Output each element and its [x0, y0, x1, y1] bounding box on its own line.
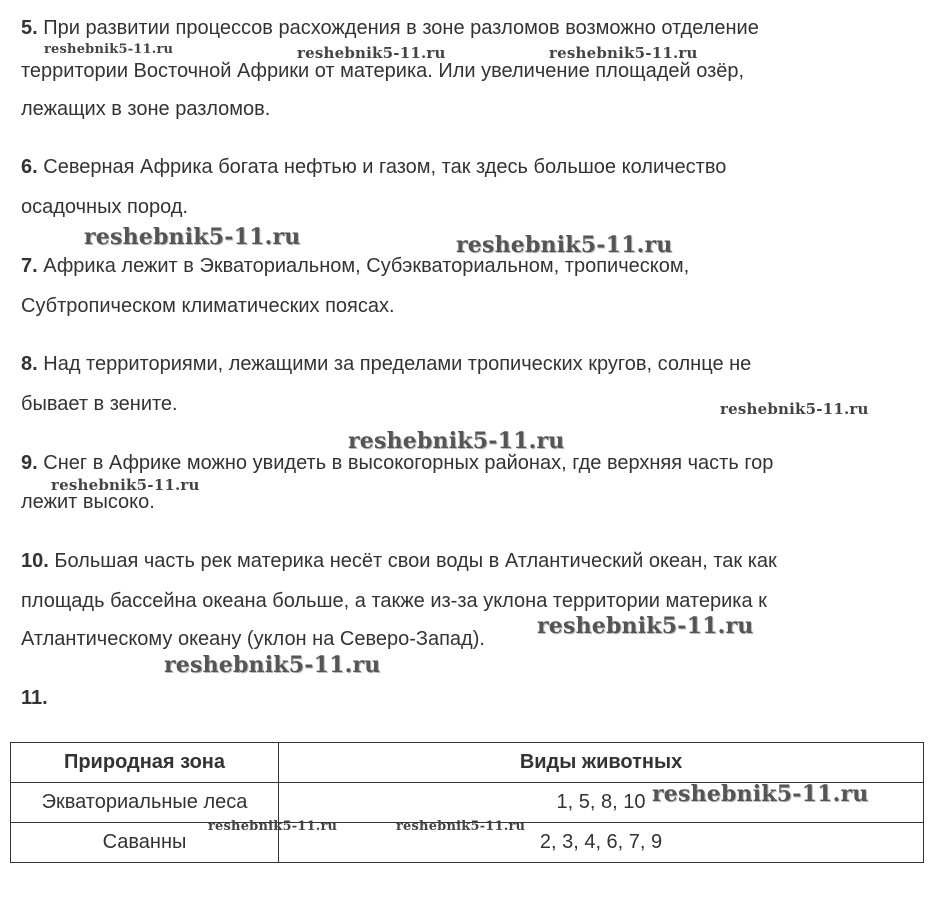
table-cell-zone: Экваториальные леса [11, 783, 279, 823]
item-9-number: 9. [21, 452, 38, 474]
item-7-line-2: Субтропическом климатических поясах. [21, 295, 395, 317]
table-header-row [11, 743, 924, 783]
item-6-line-2: осадочных пород. [21, 196, 188, 218]
watermark: reshebnik5-11.ru [44, 42, 174, 57]
table-header-zone: Природная зона [11, 743, 279, 783]
watermark: reshebnik5-11.ru [51, 476, 200, 494]
item-8-line-1: 8. Над территориями, лежащими за пределами тропических кругов, солнце не [21, 353, 752, 375]
item-8-line-2: бывает в зените. [21, 393, 178, 415]
table-cell-zone: Саванны [11, 823, 279, 863]
table-cell-animals: 2, 3, 4, 6, 7, 9 [279, 823, 924, 863]
watermark: reshebnik5-11.ru [208, 819, 338, 834]
item-10-line-3: Атлантическому океану (уклон на Северо-Запад). [21, 628, 485, 650]
watermark: reshebnik5-11.ru [396, 819, 526, 834]
watermark: reshebnik5-11.ru [652, 781, 869, 807]
item-9-line-2: лежит высоко. [21, 491, 155, 513]
item-5-line-3: лежащих в зоне разломов. [21, 98, 271, 120]
watermark: reshebnik5-11.ru [348, 428, 565, 454]
item-11-number: 11. [21, 687, 48, 709]
item-6-line-1: 6. Северная Африка богата нефтью и газом, так здесь большое количество [21, 156, 727, 178]
item-5-line-2: территории Восточной Африки от материка. Или увеличение площадей озёр, [21, 60, 745, 82]
item-8-number: 8. [21, 353, 38, 375]
item-5-number: 5. [21, 17, 38, 39]
item-7-number: 7. [21, 255, 38, 277]
table-header-animals: Виды животных [279, 743, 924, 783]
item-9-line-1: 9. Снег в Африке можно увидеть в высокогорных районах, где верхняя часть гор [21, 452, 774, 474]
watermark: reshebnik5-11.ru [456, 232, 673, 258]
watermark: reshebnik5-11.ru [720, 400, 869, 418]
item-5-line-1: 5. При развитии процессов расхождения в зоне разломов возможно отделение [21, 17, 759, 39]
watermark: reshebnik5-11.ru [84, 224, 301, 250]
item-10-number: 10. [21, 550, 49, 572]
table-cell-animals: 1, 5, 8, 10 [279, 783, 924, 823]
item-11-line-1 [21, 686, 48, 710]
watermark: reshebnik5-11.ru [537, 613, 754, 639]
watermark: reshebnik5-11.ru [549, 44, 698, 62]
item-10-line-1: 10. Большая часть рек материка несёт свои воды в Атлантический океан, так как [21, 550, 777, 572]
watermark: reshebnik5-11.ru [164, 652, 381, 678]
item-6-number: 6. [21, 156, 38, 178]
item-7-line-1: 7. Африка лежит в Экваториальном, Субэкваториальном, тропическом, [21, 255, 690, 277]
watermark: reshebnik5-11.ru [297, 44, 446, 62]
item-10-line-2: площадь бассейна океана больше, а также из-за уклона территории материка к [21, 590, 767, 612]
